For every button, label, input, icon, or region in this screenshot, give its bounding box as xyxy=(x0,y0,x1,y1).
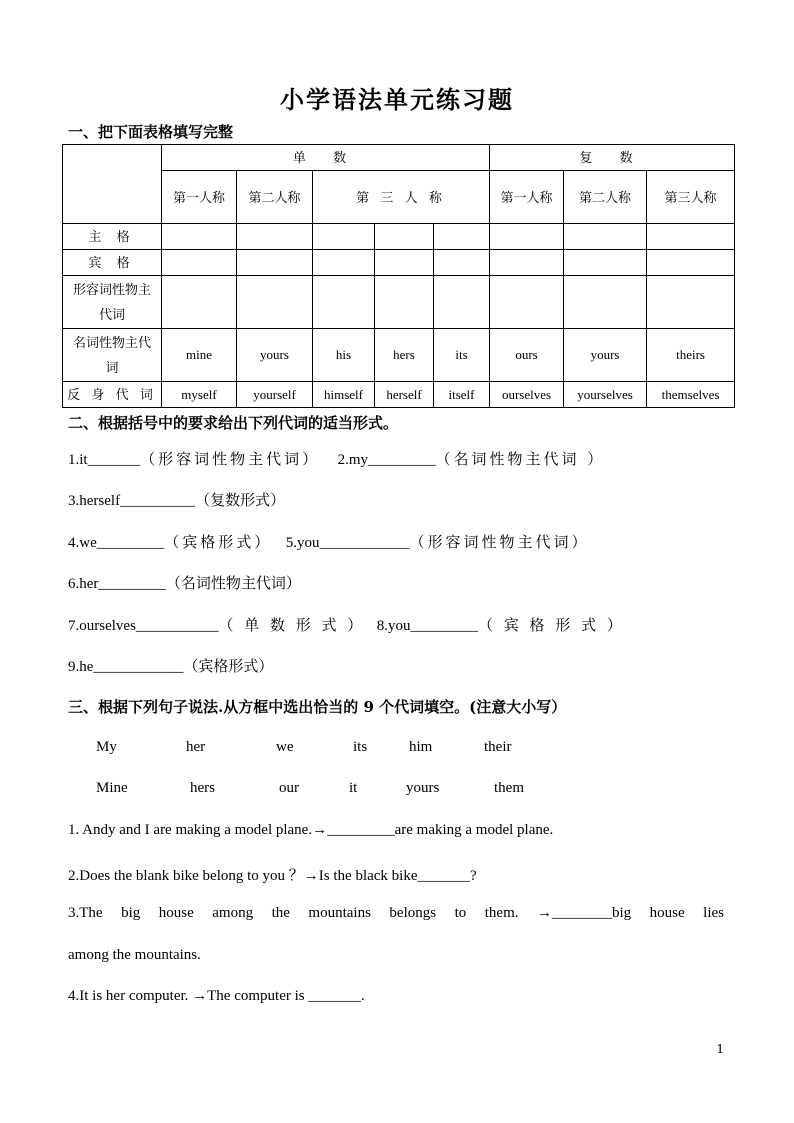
table-cell[interactable] xyxy=(313,224,375,250)
table-cell[interactable] xyxy=(434,276,490,329)
pronoun-table xyxy=(62,144,735,408)
sentence-continuation: among the mountains. xyxy=(68,947,201,963)
answer-blank[interactable]: _________ xyxy=(410,618,478,634)
word-choice: our xyxy=(279,780,299,796)
table-cell[interactable]: herself xyxy=(375,382,434,408)
table-cell[interactable]: yours xyxy=(237,329,313,382)
question-hint: （形容词性物主代词） xyxy=(140,450,321,468)
table-cell[interactable] xyxy=(375,224,434,250)
table-row xyxy=(63,329,735,382)
exercise-line xyxy=(68,572,301,593)
table-cell[interactable]: myself xyxy=(162,382,237,408)
singular-header: 单 数 xyxy=(162,145,490,171)
table-cell[interactable] xyxy=(490,250,564,276)
question-word: 3.herself xyxy=(68,493,121,509)
question-word: 7.ourselves xyxy=(68,618,136,634)
answer-blank[interactable]: ___________ xyxy=(135,618,219,634)
word-choice: yours xyxy=(406,780,440,796)
question-hint: （名词性物主代词） xyxy=(165,574,301,592)
word-choice: we xyxy=(276,739,294,755)
table-cell[interactable]: ours xyxy=(490,329,564,382)
table-cell[interactable] xyxy=(564,276,647,329)
question-hint: （ 宾 格 形 式 ） xyxy=(478,616,625,634)
question-hint: （名词性物主代词 ） xyxy=(435,450,606,468)
word-choice: them xyxy=(494,780,524,796)
table-cell[interactable]: its xyxy=(434,329,490,382)
table-row xyxy=(63,224,735,250)
question-word: 4.we xyxy=(68,535,97,551)
exercise-line xyxy=(68,448,605,469)
pl-third-person-header: 第三人称 xyxy=(647,171,735,224)
sg-second-person-header: 第二人称 xyxy=(237,171,313,224)
word-choice: their xyxy=(484,739,512,755)
table-cell[interactable]: theirs xyxy=(647,329,735,382)
table-row xyxy=(63,250,735,276)
table-cell[interactable] xyxy=(647,250,735,276)
table-cell[interactable] xyxy=(162,250,237,276)
sg-first-person-header: 第一人称 xyxy=(162,171,237,224)
question-hint: （宾格形式） xyxy=(183,657,274,675)
answer-blank[interactable]: _______ xyxy=(87,452,141,468)
section3-heading: 三、根据下列句子说法.从方框中选出恰当的 9 个代词填空。(注意大小写） xyxy=(68,698,567,716)
row-label: 名词性物主代词 xyxy=(63,329,162,382)
table-cell[interactable]: mine xyxy=(162,329,237,382)
table-cell[interactable] xyxy=(490,276,564,329)
table-cell[interactable] xyxy=(237,276,313,329)
exercise-line xyxy=(68,489,285,510)
table-cell[interactable] xyxy=(434,250,490,276)
table-cell[interactable]: his xyxy=(313,329,375,382)
table-cell[interactable] xyxy=(564,224,647,250)
table-cell[interactable]: ourselves xyxy=(490,382,564,408)
question-hint: （复数形式） xyxy=(195,491,286,509)
table-cell[interactable] xyxy=(162,224,237,250)
question-word: 6.her xyxy=(68,576,99,592)
word-choice: her xyxy=(186,739,206,755)
table-cell[interactable]: himself xyxy=(313,382,375,408)
table-cell[interactable]: yours xyxy=(564,329,647,382)
row-label: 宾 格 xyxy=(63,250,162,276)
exercise-line xyxy=(68,531,590,552)
question-word: 1.it xyxy=(68,452,88,468)
table-cell[interactable]: yourselves xyxy=(564,382,647,408)
table-cell[interactable] xyxy=(237,250,313,276)
sentence: 1. Andy and I are making a model plane.→_________are making a model plane. xyxy=(68,822,554,838)
table-cell[interactable]: itself xyxy=(434,382,490,408)
answer-blank[interactable]: __________ xyxy=(120,493,196,509)
page-number: 1 xyxy=(716,1042,724,1056)
table-cell[interactable]: themselves xyxy=(647,382,735,408)
table-cell[interactable] xyxy=(647,224,735,250)
table-cell[interactable] xyxy=(564,250,647,276)
table-cell[interactable] xyxy=(434,224,490,250)
question-word: 9.he xyxy=(68,659,94,675)
pl-first-person-header: 第一人称 xyxy=(490,171,564,224)
table-corner-cell xyxy=(63,145,162,224)
question-word: 8.you xyxy=(376,618,411,634)
sentence: 2.Does the blank bike belong to you ？→Is the black bike_______? xyxy=(68,868,477,884)
table-cell[interactable] xyxy=(237,224,313,250)
section2-heading: 二、根据括号中的要求给出下列代词的适当形式。 xyxy=(68,414,399,432)
answer-blank[interactable]: ____________ xyxy=(319,535,410,551)
word-choice: Mine xyxy=(96,780,128,796)
question-hint: （ 单 数 形 式 ） xyxy=(218,616,366,634)
answer-blank[interactable]: ____________ xyxy=(93,659,184,675)
word-choice: him xyxy=(409,739,433,755)
question-hint: （形容词性物主代词） xyxy=(409,533,590,551)
table-cell[interactable]: hers xyxy=(375,329,434,382)
row-label: 主 格 xyxy=(63,224,162,250)
word-choice: it xyxy=(349,780,358,796)
row-label: 反 身 代 词 xyxy=(63,382,162,408)
table-cell[interactable] xyxy=(490,224,564,250)
table-cell[interactable] xyxy=(313,250,375,276)
plural-header: 复 数 xyxy=(490,145,735,171)
sg-third-person-header: 第 三 人 称 xyxy=(313,171,490,224)
sentence: 3.The big house among the mountains belongs to them. →________big house lies xyxy=(68,905,724,921)
table-cell[interactable] xyxy=(647,276,735,329)
table-cell[interactable]: yourself xyxy=(237,382,313,408)
section1-heading: 一、把下面表格填写完整 xyxy=(68,123,234,141)
table-cell[interactable] xyxy=(375,276,434,329)
table-cell[interactable] xyxy=(375,250,434,276)
question-hint: （宾格形式） xyxy=(164,533,273,551)
word-choice: hers xyxy=(190,780,215,796)
exercise-line xyxy=(68,655,273,676)
answer-blank[interactable]: _________ xyxy=(368,452,436,468)
answer-blank[interactable]: _________ xyxy=(96,535,165,551)
word-choice: My xyxy=(96,739,117,755)
row-label: 形容词性物主代词 xyxy=(63,276,162,329)
question-word: 5.you xyxy=(285,535,320,551)
exercise-line xyxy=(68,614,625,635)
question-word: 2.my xyxy=(337,452,369,468)
table-row xyxy=(63,276,735,329)
table-cell[interactable] xyxy=(162,276,237,329)
word-choice: its xyxy=(353,739,368,755)
table-cell[interactable] xyxy=(313,276,375,329)
table-row xyxy=(63,382,735,408)
sentence: 4.It is her computer. →The computer is _______. xyxy=(68,988,365,1004)
page-title: 小学语法单元练习题 xyxy=(280,85,514,114)
pl-second-person-header: 第二人称 xyxy=(564,171,647,224)
answer-blank[interactable]: _________ xyxy=(98,576,166,592)
